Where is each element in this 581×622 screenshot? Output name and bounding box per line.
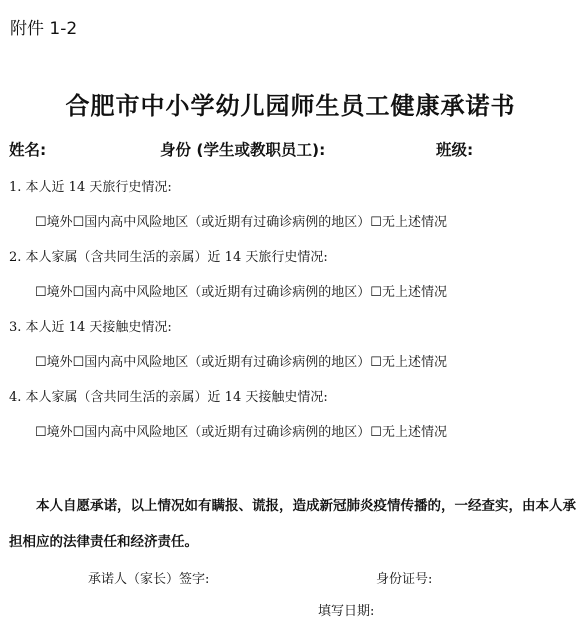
question-2-options[interactable]: ☐境外☐国内高中风险地区（或近期有过确诊病例的地区）☐无上述情况	[35, 285, 447, 300]
question-1-label: 1. 本人近 14 天旅行史情况:	[9, 180, 172, 195]
commitment-text-line-1: 本人自愿承诺，以上情况如有瞒报、谎报，造成新冠肺炎疫情传播的，一经查实，由本人承	[36, 498, 576, 514]
name-field-label: 姓名:	[9, 141, 47, 159]
question-4-label: 4. 本人家属（含共同生活的亲属）近 14 天接触史情况:	[9, 390, 328, 405]
question-1-options[interactable]: ☐境外☐国内高中风险地区（或近期有过确诊病例的地区）☐无上述情况	[35, 215, 447, 230]
question-3-options[interactable]: ☐境外☐国内高中风险地区（或近期有过确诊病例的地区）☐无上述情况	[35, 355, 447, 370]
question-2-label: 2. 本人家属（含共同生活的亲属）近 14 天旅行史情况:	[9, 250, 328, 265]
document-title: 合肥市中小学幼儿园师生员工健康承诺书	[65, 92, 516, 120]
signer-signature-label: 承诺人（家长）签字:	[88, 572, 210, 587]
attachment-label: 附件 1-2	[10, 19, 78, 39]
class-field-label: 班级:	[436, 141, 474, 159]
fill-date-label: 填写日期:	[318, 604, 375, 619]
question-3-label: 3. 本人近 14 天接触史情况:	[9, 320, 172, 335]
identity-field-label: 身份 (学生或教职员工):	[160, 141, 326, 159]
commitment-text-line-2: 担相应的法律责任和经济责任。	[9, 534, 198, 550]
id-number-label: 身份证号:	[376, 572, 433, 587]
question-4-options[interactable]: ☐境外☐国内高中风险地区（或近期有过确诊病例的地区）☐无上述情况	[35, 425, 447, 440]
